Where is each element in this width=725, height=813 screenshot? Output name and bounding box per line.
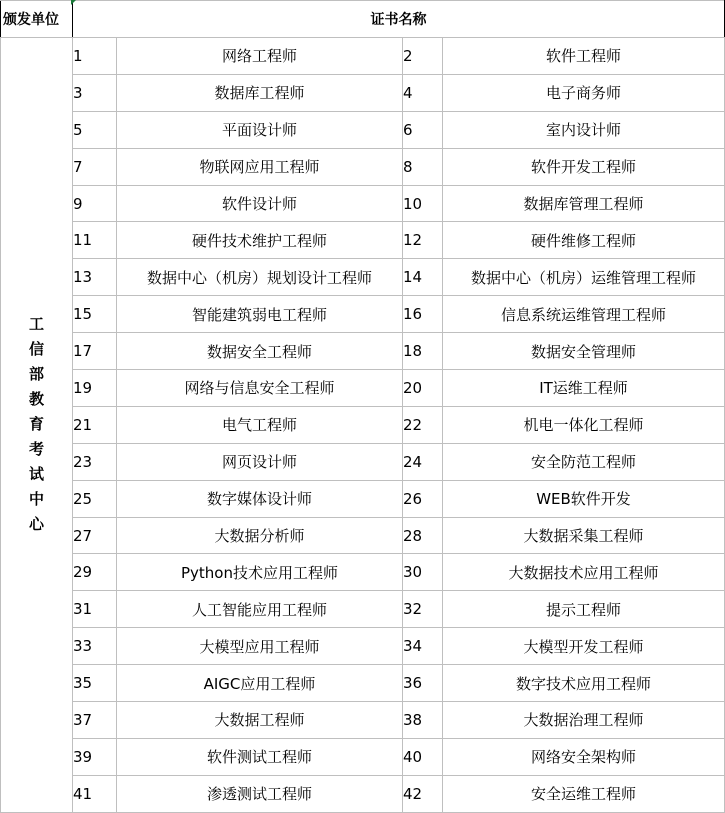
issuer-name-char: 试 bbox=[28, 465, 44, 484]
table-row bbox=[1, 665, 725, 702]
cert-number-left[interactable]: 21 bbox=[73, 406, 117, 443]
cert-number-left[interactable]: 19 bbox=[73, 370, 117, 407]
cert-number-right[interactable]: 42 bbox=[403, 775, 443, 812]
cert-number-right[interactable]: 28 bbox=[403, 517, 443, 554]
cert-name-left[interactable]: 人工智能应用工程师 bbox=[117, 591, 403, 628]
cert-number-left[interactable]: 27 bbox=[73, 517, 117, 554]
cert-name-right[interactable]: 硬件维修工程师 bbox=[443, 222, 725, 259]
cert-name-right[interactable]: WEB软件开发 bbox=[443, 480, 725, 517]
issuer-name-char: 育 bbox=[28, 415, 44, 434]
table-header-row bbox=[1, 1, 725, 38]
cert-number-right[interactable]: 4 bbox=[403, 74, 443, 111]
cert-name-right[interactable]: 数据中心（机房）运维管理工程师 bbox=[443, 259, 725, 296]
table-row bbox=[1, 148, 725, 185]
cert-number-left[interactable]: 31 bbox=[73, 591, 117, 628]
cert-number-right[interactable]: 8 bbox=[403, 148, 443, 185]
issuer-name-char: 中 bbox=[28, 490, 44, 509]
cert-name-right[interactable]: 安全防范工程师 bbox=[443, 443, 725, 480]
cert-number-right[interactable]: 6 bbox=[403, 111, 443, 148]
cert-name-right[interactable]: 软件工程师 bbox=[443, 38, 725, 75]
cert-name-left[interactable]: 网络与信息安全工程师 bbox=[117, 370, 403, 407]
table-row bbox=[1, 111, 725, 148]
cert-name-right[interactable]: 数字技术应用工程师 bbox=[443, 665, 725, 702]
cert-name-right[interactable]: IT运维工程师 bbox=[443, 370, 725, 407]
table-row bbox=[1, 554, 725, 591]
cert-number-left[interactable]: 25 bbox=[73, 480, 117, 517]
cert-number-right[interactable]: 10 bbox=[403, 185, 443, 222]
cert-name-right[interactable]: 机电一体化工程师 bbox=[443, 406, 725, 443]
cert-name-right[interactable]: 大模型开发工程师 bbox=[443, 628, 725, 665]
cert-name-right[interactable]: 大数据采集工程师 bbox=[443, 517, 725, 554]
cert-name-right[interactable]: 信息系统运维管理工程师 bbox=[443, 296, 725, 333]
cert-name-left[interactable]: 软件测试工程师 bbox=[117, 738, 403, 775]
cert-number-right[interactable]: 20 bbox=[403, 370, 443, 407]
cert-name-left[interactable]: AIGC应用工程师 bbox=[117, 665, 403, 702]
cert-number-right[interactable]: 14 bbox=[403, 259, 443, 296]
cert-name-right[interactable]: 大数据治理工程师 bbox=[443, 702, 725, 739]
issuer-name-cell[interactable] bbox=[1, 38, 73, 813]
cert-name-right[interactable]: 提示工程师 bbox=[443, 591, 725, 628]
table-row bbox=[1, 738, 725, 775]
cert-name-left[interactable]: 平面设计师 bbox=[117, 111, 403, 148]
cert-number-left[interactable]: 3 bbox=[73, 74, 117, 111]
cert-number-right[interactable]: 30 bbox=[403, 554, 443, 591]
cert-number-left[interactable]: 17 bbox=[73, 333, 117, 370]
table-row bbox=[1, 517, 725, 554]
issuer-name-char: 信 bbox=[28, 340, 44, 359]
cert-name-left[interactable]: 软件设计师 bbox=[117, 185, 403, 222]
cert-name-left[interactable]: 数据安全工程师 bbox=[117, 333, 403, 370]
issuer-name-char: 教 bbox=[28, 390, 44, 409]
table-row bbox=[1, 74, 725, 111]
cert-number-left[interactable]: 15 bbox=[73, 296, 117, 333]
cert-number-left[interactable]: 11 bbox=[73, 222, 117, 259]
table-row bbox=[1, 370, 725, 407]
cert-number-right[interactable]: 16 bbox=[403, 296, 443, 333]
cert-name-left[interactable]: 大模型应用工程师 bbox=[117, 628, 403, 665]
table-row bbox=[1, 185, 725, 222]
table-row bbox=[1, 222, 725, 259]
cert-name-left[interactable]: 数据中心（机房）规划设计工程师 bbox=[117, 259, 403, 296]
issuer-name-char: 部 bbox=[28, 365, 44, 384]
cert-number-left[interactable]: 13 bbox=[73, 259, 117, 296]
cert-number-right[interactable]: 22 bbox=[403, 406, 443, 443]
cert-name-left[interactable]: 智能建筑弱电工程师 bbox=[117, 296, 403, 333]
table-body bbox=[1, 38, 725, 813]
cert-number-left[interactable]: 33 bbox=[73, 628, 117, 665]
table-row bbox=[1, 443, 725, 480]
cert-name-left[interactable]: 数据库工程师 bbox=[117, 74, 403, 111]
cert-number-left[interactable]: 39 bbox=[73, 738, 117, 775]
cert-number-right[interactable]: 34 bbox=[403, 628, 443, 665]
cert-name-left[interactable]: 网页设计师 bbox=[117, 443, 403, 480]
cert-name-right[interactable]: 网络安全架构师 bbox=[443, 738, 725, 775]
cert-name-left[interactable]: 大数据分析师 bbox=[117, 517, 403, 554]
cert-name-left[interactable]: 电气工程师 bbox=[117, 406, 403, 443]
table-row bbox=[1, 406, 725, 443]
cert-number-left[interactable]: 35 bbox=[73, 665, 117, 702]
cert-number-left[interactable]: 9 bbox=[73, 185, 117, 222]
table-row bbox=[1, 591, 725, 628]
certificate-column-header[interactable]: 证书名称 bbox=[73, 1, 725, 38]
cert-number-left[interactable]: 1 bbox=[73, 38, 117, 75]
cert-number-left[interactable]: 23 bbox=[73, 443, 117, 480]
issuer-name-char: 工 bbox=[28, 315, 44, 334]
cert-name-left[interactable]: 大数据工程师 bbox=[117, 702, 403, 739]
cert-name-right[interactable]: 软件开发工程师 bbox=[443, 148, 725, 185]
cert-name-right[interactable]: 电子商务师 bbox=[443, 74, 725, 111]
cert-number-right[interactable]: 40 bbox=[403, 738, 443, 775]
cert-name-right[interactable]: 安全运维工程师 bbox=[443, 775, 725, 812]
cert-name-right[interactable]: 大数据技术应用工程师 bbox=[443, 554, 725, 591]
issuer-name-char: 心 bbox=[28, 515, 44, 534]
cert-name-right[interactable]: 数据库管理工程师 bbox=[443, 185, 725, 222]
table-row bbox=[1, 259, 725, 296]
cert-number-left[interactable]: 29 bbox=[73, 554, 117, 591]
cert-number-left[interactable]: 41 bbox=[73, 775, 117, 812]
cert-name-right[interactable]: 数据安全管理师 bbox=[443, 333, 725, 370]
cert-name-left[interactable]: 数字媒体设计师 bbox=[117, 480, 403, 517]
cell-indicator-icon bbox=[71, 0, 76, 5]
table-row bbox=[1, 333, 725, 370]
cert-number-right[interactable]: 32 bbox=[403, 591, 443, 628]
table-row bbox=[1, 296, 725, 333]
cert-number-left[interactable]: 5 bbox=[73, 111, 117, 148]
cert-number-left[interactable]: 7 bbox=[73, 148, 117, 185]
cert-name-right[interactable]: 室内设计师 bbox=[443, 111, 725, 148]
cert-number-right[interactable]: 24 bbox=[403, 443, 443, 480]
table-row bbox=[1, 480, 725, 517]
table-row bbox=[1, 702, 725, 739]
cert-number-right[interactable]: 12 bbox=[403, 222, 443, 259]
cert-number-right[interactable]: 26 bbox=[403, 480, 443, 517]
cert-number-left[interactable]: 37 bbox=[73, 702, 117, 739]
cert-name-left[interactable]: 硬件技术维护工程师 bbox=[117, 222, 403, 259]
table-row bbox=[1, 775, 725, 812]
issuer-name-char: 考 bbox=[28, 440, 44, 459]
cert-number-right[interactable]: 36 bbox=[403, 665, 443, 702]
cert-number-right[interactable]: 38 bbox=[403, 702, 443, 739]
cert-number-right[interactable]: 18 bbox=[403, 333, 443, 370]
table-row bbox=[1, 628, 725, 665]
table-row bbox=[1, 38, 725, 75]
cert-name-left[interactable]: Python技术应用工程师 bbox=[117, 554, 403, 591]
cert-name-left[interactable]: 网络工程师 bbox=[117, 38, 403, 75]
cert-name-left[interactable]: 渗透测试工程师 bbox=[117, 775, 403, 812]
issuer-column-header[interactable]: 颁发单位 bbox=[1, 1, 73, 38]
cert-name-left[interactable]: 物联网应用工程师 bbox=[117, 148, 403, 185]
cert-number-right[interactable]: 2 bbox=[403, 38, 443, 75]
